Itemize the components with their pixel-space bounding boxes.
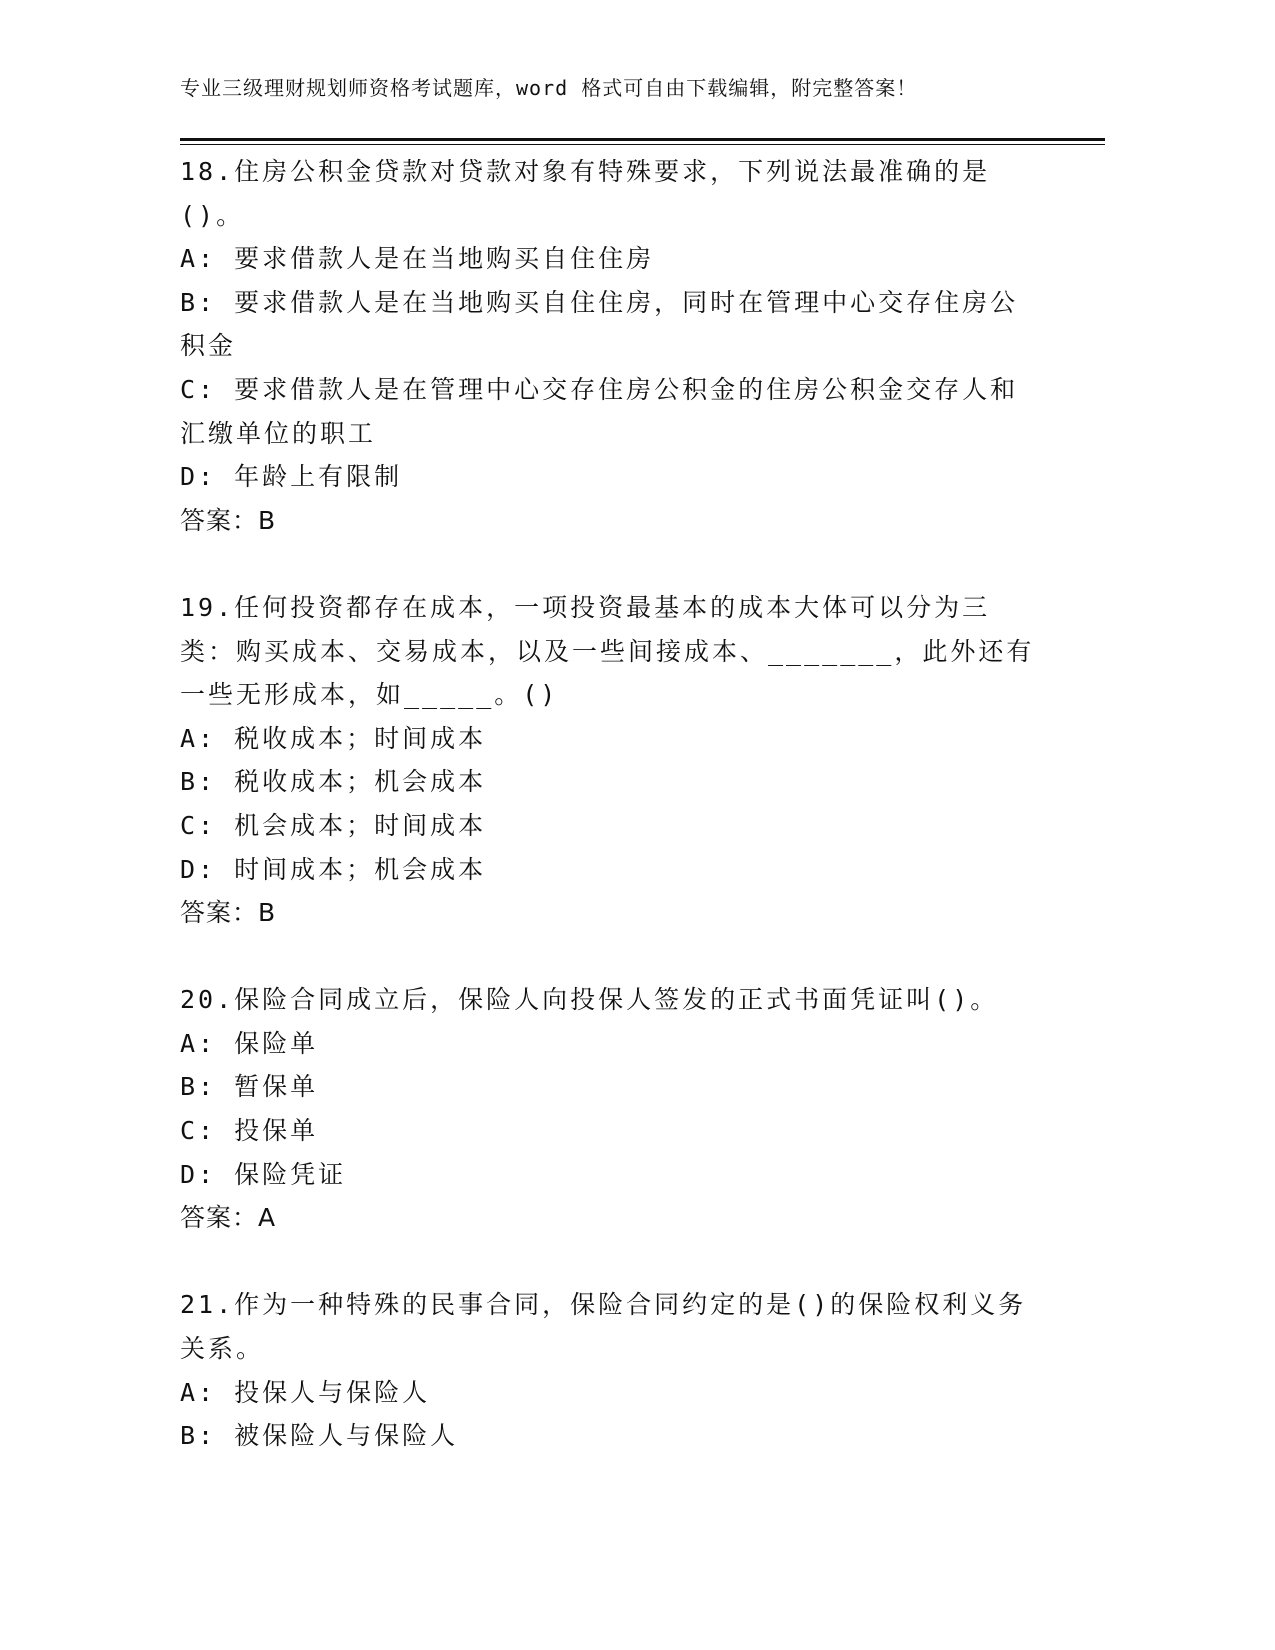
option-d: D: 年龄上有限制 xyxy=(180,462,403,492)
option-a: A: 要求借款人是在当地购买自住住房 xyxy=(180,244,655,274)
question-spacer xyxy=(180,1240,1040,1284)
question-21 xyxy=(180,1283,1040,1457)
answer-label: 答案：B xyxy=(180,505,277,535)
option-c: C: 要求借款人是在管理中心交存住房公积金的住房公积金交存人和汇缴单位的职工 xyxy=(180,374,1019,448)
option-a: A: 保险单 xyxy=(180,1028,319,1058)
question-stem: 19.任何投资都存在成本，一项投资最基本的成本大体可以分为三类：购买成本、交易成本，以及一些间接成本、_______，此外还有一些无形成本，如_____。() xyxy=(180,592,1035,710)
option-a: A: 税收成本；时间成本 xyxy=(180,723,487,753)
option-a: A: 投保人与保险人 xyxy=(180,1377,431,1407)
option-b: B: 税收成本；机会成本 xyxy=(180,767,487,797)
option-b: B: 暂保单 xyxy=(180,1072,319,1102)
option-c: C: 机会成本；时间成本 xyxy=(180,810,487,840)
question-list xyxy=(180,150,1040,1458)
option-d: D: 保险凭证 xyxy=(180,1159,347,1189)
header-divider-thin xyxy=(180,144,1105,145)
question-19 xyxy=(180,586,1040,935)
answer-label: 答案：B xyxy=(180,898,277,928)
option-d: D: 时间成本；机会成本 xyxy=(180,854,487,884)
question-spacer xyxy=(180,935,1040,979)
question-stem: 18.住房公积金贷款对贷款对象有特殊要求，下列说法最准确的是()。 xyxy=(180,157,991,230)
question-stem: 21.作为一种特殊的民事合同，保险合同约定的是()的保险权利义务关系。 xyxy=(180,1290,1027,1364)
question-18 xyxy=(180,150,1040,542)
option-b: B: 被保险人与保险人 xyxy=(180,1421,459,1451)
answer-label: 答案：A xyxy=(180,1203,277,1233)
page-header: 专业三级理财规划师资格考试题库，word 格式可自由下载编辑，附完整答案！ xyxy=(180,76,918,100)
question-spacer xyxy=(180,542,1040,586)
option-c: C: 投保单 xyxy=(180,1116,319,1146)
question-20 xyxy=(180,978,1040,1240)
option-b: B: 要求借款人是在当地购买自住住房，同时在管理中心交存住房公积金 xyxy=(180,287,1019,361)
header-divider-thick xyxy=(180,138,1105,141)
question-stem: 20.保险合同成立后，保险人向投保人签发的正式书面凭证叫()。 xyxy=(180,985,999,1015)
